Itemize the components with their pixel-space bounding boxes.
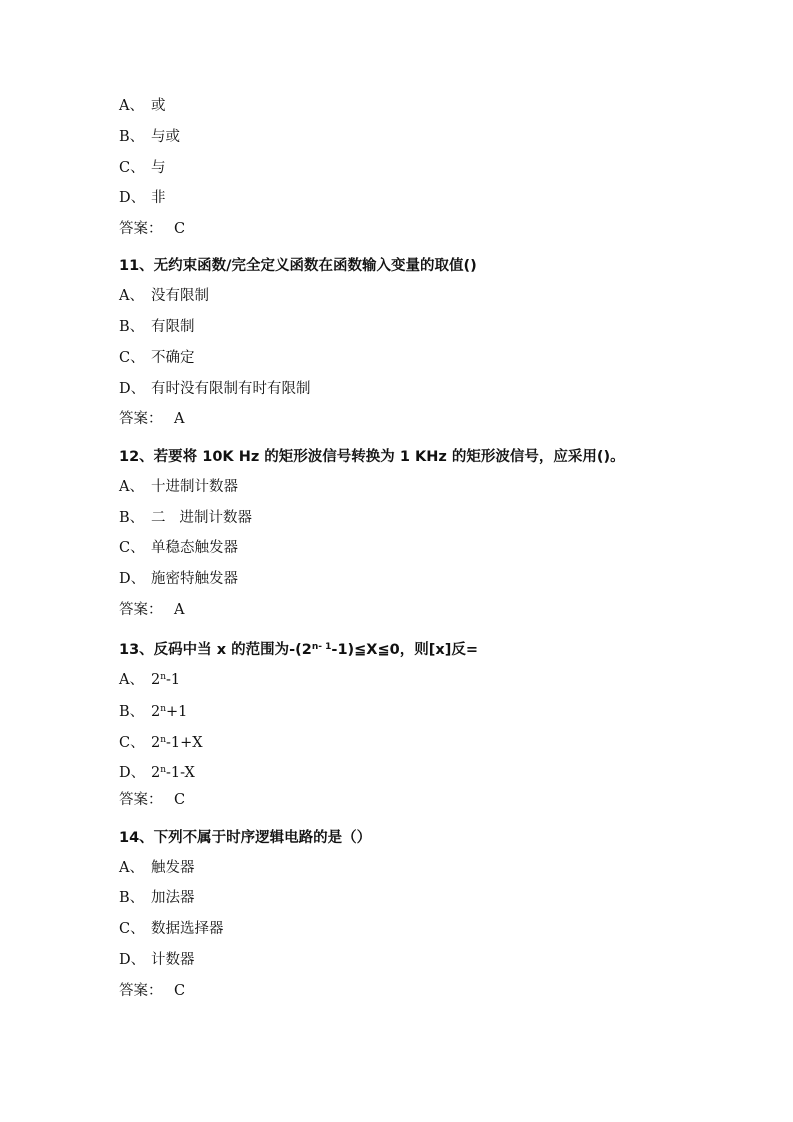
option-b: B、 有限制 [119, 319, 195, 335]
option-d: D、 施密特触发器 [119, 571, 238, 587]
option-c: C、 单稳态触发器 [119, 540, 238, 556]
answer-line: 答案： C [119, 983, 186, 999]
answer-line: 答案： A [119, 602, 185, 618]
option-d: D、 有时没有限制有时有限制 [119, 381, 311, 397]
option-a: A、 十进制计数器 [119, 479, 238, 495]
option-a: A、 没有限制 [119, 288, 209, 304]
option-a: A、 触发器 [119, 860, 195, 876]
option-c: C、 不确定 [119, 350, 195, 366]
question-14: 14、下列不属于时序逻辑电路的是（） [119, 830, 372, 846]
option-b: B、 加法器 [119, 890, 195, 906]
answer-line: 答案： C [119, 221, 186, 237]
option-d: D、 非 [119, 190, 166, 206]
option-d: D、 2$^n$-1-X [119, 765, 195, 781]
option-d: D、 计数器 [119, 952, 195, 968]
option-c: C、 数据选择器 [119, 921, 224, 937]
question-13: 13、反码中当 x 的范围为-(2$^{n- 1}$-1)≦X≦0，则[x]反= [119, 642, 478, 658]
option-b: B、 $2^n+1$ [119, 704, 188, 720]
option-a: A、 2$^n$-1 [119, 672, 181, 688]
option-c: C、 $2^n-1+X$ [119, 735, 203, 751]
answer-line: 答案： A [119, 411, 185, 427]
option-b: B、 与或 [119, 129, 180, 145]
answer-line: 答案： C [119, 792, 186, 808]
option-b: B、 二 进制计数器 [119, 510, 252, 526]
question-11: 11、无约束函数/完全定义函数在函数输入变量的取值() [119, 258, 477, 274]
option-a: A、 或 [119, 98, 166, 114]
option-c: C、 与 [119, 160, 166, 176]
question-12: 12、若要将 10K Hz 的矩形波信号转换为 1 KHz 的矩形波信号，应采用()。 [119, 449, 625, 465]
